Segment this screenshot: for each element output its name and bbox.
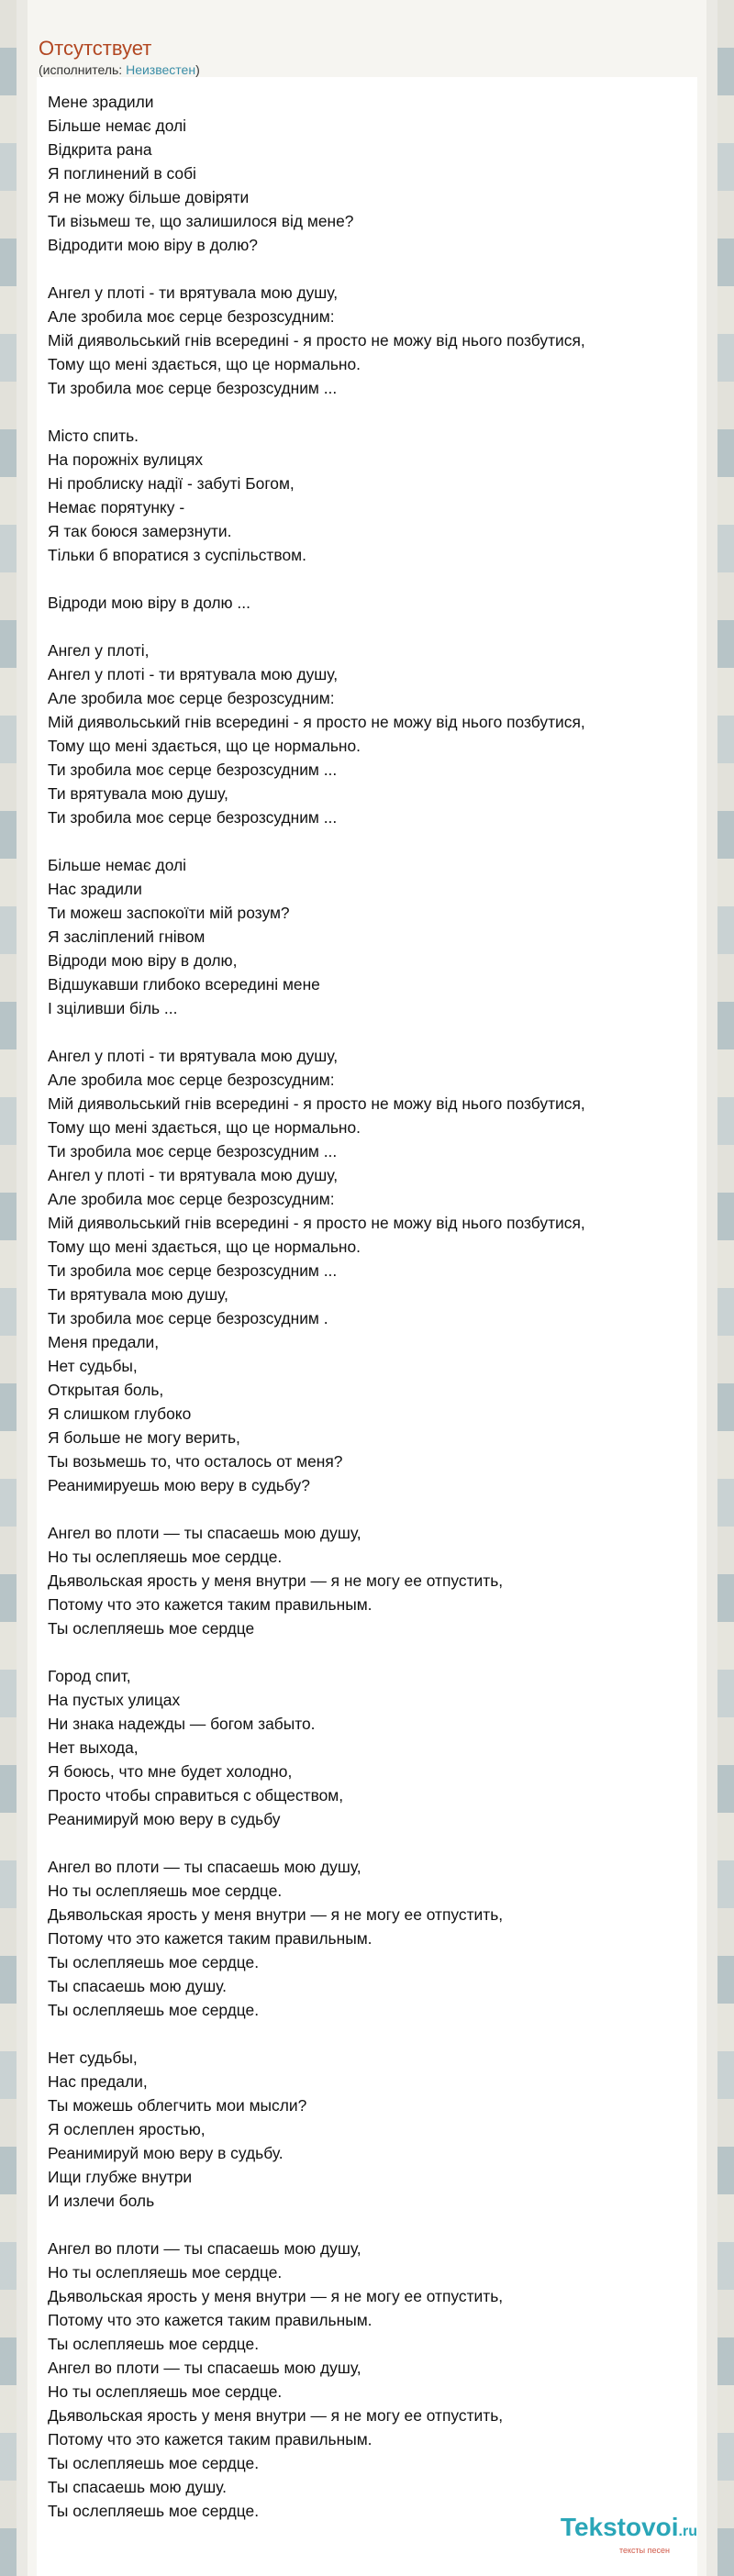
- lyric-blank-line: [48, 2022, 585, 2046]
- lyric-line: Ти зробила моє серце безрозсудним ...: [48, 1142, 338, 1160]
- lyric-line: Мій диявольський гнів всередині - я просто не можу від нього позбутися,: [48, 1094, 585, 1113]
- lyric-line: Мій диявольський гнів всередині - я просто не можу від нього позбутися,: [48, 331, 585, 350]
- lyric-line: Я поглинений в собі: [48, 164, 196, 183]
- lyric-line: Відроди мою віру в долю,: [48, 951, 238, 970]
- artist-suffix: ): [195, 62, 200, 77]
- lyric-line: Нет судьбы,: [48, 1357, 138, 1375]
- lyric-line: Відкрита рана: [48, 140, 152, 159]
- lyric-line: Ангел во плоти — ты спасаешь мою душу,: [48, 2359, 361, 2377]
- lyric-line: Я не можу більше довіряти: [48, 188, 250, 206]
- lyric-line: Але зробила моє серце безрозсудним:: [48, 1071, 335, 1089]
- lyric-line: Но ты ослепляешь мое сердце.: [48, 2263, 283, 2282]
- lyric-line: Мене зрадили: [48, 93, 154, 111]
- lyric-line: Открытая боль,: [48, 1381, 164, 1399]
- lyric-line: Я так боюся замерзнути.: [48, 522, 232, 540]
- lyrics-panel: [37, 77, 697, 2576]
- lyric-line: Ти зробила моє серце безрозсудним ...: [48, 808, 338, 827]
- lyric-line: На пустых улицах: [48, 1691, 181, 1709]
- lyric-line: Немає порятунку -: [48, 498, 185, 516]
- lyric-line: Але зробила моє серце безрозсудним:: [48, 689, 335, 707]
- lyric-line: Відшукавши глибоко всередині мене: [48, 975, 320, 994]
- lyric-line: И излечи боль: [48, 2192, 155, 2210]
- lyric-line: Ти зробила моє серце безрозсудним ...: [48, 1261, 338, 1280]
- lyrics-text: [48, 90, 585, 2523]
- lyric-blank-line: [48, 400, 585, 424]
- artist-line: [39, 62, 200, 77]
- lyric-line: Ангел во плоти — ты спасаешь мою душу,: [48, 1524, 361, 1542]
- song-header: [39, 37, 200, 77]
- lyric-line: Потому что это кажется таким правильным.: [48, 1929, 373, 1948]
- lyric-line: Потому что это кажется таким правильным.: [48, 2311, 373, 2329]
- lyric-line: Нет выхода,: [48, 1738, 139, 1757]
- lyric-line: Але зробила моє серце безрозсудним:: [48, 1190, 335, 1208]
- logo-tagline: тексты песен: [618, 2546, 670, 2555]
- lyric-blank-line: [48, 615, 585, 638]
- lyric-line: Дьявольская ярость у меня внутри — я не могу ее отпустить,: [48, 1905, 504, 1924]
- lyric-line: Нас предали,: [48, 2072, 148, 2091]
- lyric-line: Ты возьмешь то, что осталось от меня?: [48, 1452, 343, 1471]
- lyric-blank-line: [48, 1640, 585, 1664]
- lyric-line: Ты ослепляешь мое сердце.: [48, 2335, 260, 2353]
- lyric-line: Ты ослепляешь мое сердце.: [48, 2502, 260, 2520]
- logo-main: Tekstovoi: [560, 2513, 679, 2541]
- lyric-line: Ангел во плоти — ты спасаешь мою душу,: [48, 2239, 361, 2258]
- lyric-line: Город спит,: [48, 1667, 131, 1685]
- lyric-line: Ні проблиску надії - забуті Богом,: [48, 474, 295, 493]
- lyric-line: Я засліплений гнівом: [48, 927, 206, 946]
- lyric-line: Відродити мою віру в долю?: [48, 236, 258, 254]
- lyric-line: Ангел у плоті - ти врятувала мою душу,: [48, 665, 339, 683]
- lyric-line: Ты ослепляешь мое сердце.: [48, 2454, 260, 2472]
- lyric-line: Просто чтобы справиться с обществом,: [48, 1786, 344, 1804]
- lyric-line: Дьявольская ярость у меня внутри — я не могу ее отпустить,: [48, 2287, 504, 2305]
- lyric-line: Нет судьбы,: [48, 2049, 138, 2067]
- lyric-line: Меня предали,: [48, 1333, 160, 1351]
- lyric-line: Тільки б впоратися з суспільством.: [48, 546, 306, 564]
- lyric-line: Ангел во плоти — ты спасаешь мою душу,: [48, 1858, 361, 1876]
- lyric-blank-line: [48, 1497, 585, 1521]
- lyric-line: Ти зробила моє серце безрозсудним ...: [48, 761, 338, 779]
- lyric-line: Місто спить.: [48, 427, 139, 445]
- lyric-line: Ти врятувала мою душу,: [48, 1285, 228, 1304]
- lyric-line: Ти врятувала мою душу,: [48, 784, 228, 803]
- lyric-line: Тому що мені здається, що це нормально.: [48, 355, 361, 373]
- lyric-line: Ты ослепляешь мое сердце.: [48, 2001, 260, 2019]
- artist-link[interactable]: Неизвестен: [126, 62, 196, 77]
- lyric-line: Тому що мені здається, що це нормально.: [48, 1238, 361, 1256]
- lyric-line: Ищи глубже внутри: [48, 2168, 193, 2186]
- lyric-line: Ты можешь облегчить мои мысли?: [48, 2096, 307, 2115]
- lyric-line: Ти зробила моє серце безрозсудним ...: [48, 379, 338, 397]
- lyric-line: Тому що мені здається, що це нормально.: [48, 737, 361, 755]
- song-title: Отсутствует: [39, 37, 152, 60]
- lyric-line: Ты ослепляешь мое сердце: [48, 1619, 255, 1638]
- lyric-line: Мій диявольський гнів всередині - я просто не можу від нього позбутися,: [48, 713, 585, 731]
- lyric-line: Відроди мою віру в долю ...: [48, 594, 250, 612]
- lyric-line: Ты ослепляешь мое сердце.: [48, 1953, 260, 1971]
- lyric-blank-line: [48, 2213, 585, 2237]
- lyric-line: Я ослеплен яростью,: [48, 2120, 206, 2138]
- lyric-line: Реанимируй мою веру в судьбу.: [48, 2144, 284, 2162]
- left-decorative-stripes: [0, 0, 17, 2576]
- lyric-line: Я боюсь, что мне будет холодно,: [48, 1762, 293, 1781]
- lyric-line: Нас зрадили: [48, 880, 142, 898]
- lyric-line: Ни знака надежды — богом забыто.: [48, 1715, 316, 1733]
- lyric-line: Я больше не могу верить,: [48, 1428, 240, 1447]
- lyric-blank-line: [48, 1831, 585, 1855]
- lyric-line: Тому що мені здається, що це нормально.: [48, 1118, 361, 1137]
- logo-wordmark: [561, 2514, 697, 2546]
- lyric-line: Дьявольская ярость у меня внутри — я не могу ее отпустить,: [48, 1571, 504, 1590]
- lyric-line: Ангел у плоті - ти врятувала мою душу,: [48, 1166, 339, 1184]
- lyric-blank-line: [48, 829, 585, 853]
- lyric-line: Но ты ослепляешь мое сердце.: [48, 1882, 283, 1900]
- lyric-line: Ангел у плоті - ти врятувала мою душу,: [48, 283, 339, 302]
- lyric-line: Більше немає долі: [48, 856, 186, 874]
- lyric-line: Реанимируешь мою веру в судьбу?: [48, 1476, 310, 1494]
- lyric-line: І зціливши біль ...: [48, 999, 178, 1017]
- lyric-line: Но ты ослепляешь мое сердце.: [48, 1548, 283, 1566]
- lyric-line: Ангел у плоті,: [48, 641, 150, 660]
- site-logo[interactable]: [561, 2514, 697, 2555]
- lyric-blank-line: [48, 1020, 585, 1044]
- lyric-line: Більше немає долі: [48, 117, 186, 135]
- lyric-line: Але зробила моє серце безрозсудним:: [48, 307, 335, 326]
- lyric-line: Ти візьмеш те, що залишилося від мене?: [48, 212, 354, 230]
- right-decorative-stripes: [717, 0, 734, 2576]
- lyric-blank-line: [48, 567, 585, 591]
- logo-tld: .ru: [678, 2524, 697, 2539]
- lyric-line: Но ты ослепляешь мое сердце.: [48, 2382, 283, 2401]
- lyric-line: Мій диявольський гнів всередині - я просто не можу від нього позбутися,: [48, 1214, 585, 1232]
- lyric-line: Я слишком глубоко: [48, 1405, 192, 1423]
- page: [28, 0, 706, 2576]
- lyric-line: Ты спасаешь мою душу.: [48, 2478, 227, 2496]
- lyric-line: Потому что это кажется таким правильным.: [48, 1595, 373, 1614]
- lyric-line: Ты спасаешь мою душу.: [48, 1977, 227, 1995]
- artist-prefix: (исполнитель:: [39, 62, 127, 77]
- lyric-line: Потому что это кажется таким правильным.: [48, 2430, 373, 2448]
- lyric-line: Реанимируй мою веру в судьбу: [48, 1810, 281, 1828]
- lyric-line: На порожніх вулицях: [48, 450, 204, 469]
- lyric-line: Ти зробила моє серце безрозсудним .: [48, 1309, 328, 1327]
- lyric-line: Ти можеш заспокоїти мій розум?: [48, 904, 290, 922]
- lyric-line: Ангел у плоті - ти врятувала мою душу,: [48, 1047, 339, 1065]
- lyric-line: Дьявольская ярость у меня внутри — я не могу ее отпустить,: [48, 2406, 504, 2425]
- lyric-blank-line: [48, 257, 585, 281]
